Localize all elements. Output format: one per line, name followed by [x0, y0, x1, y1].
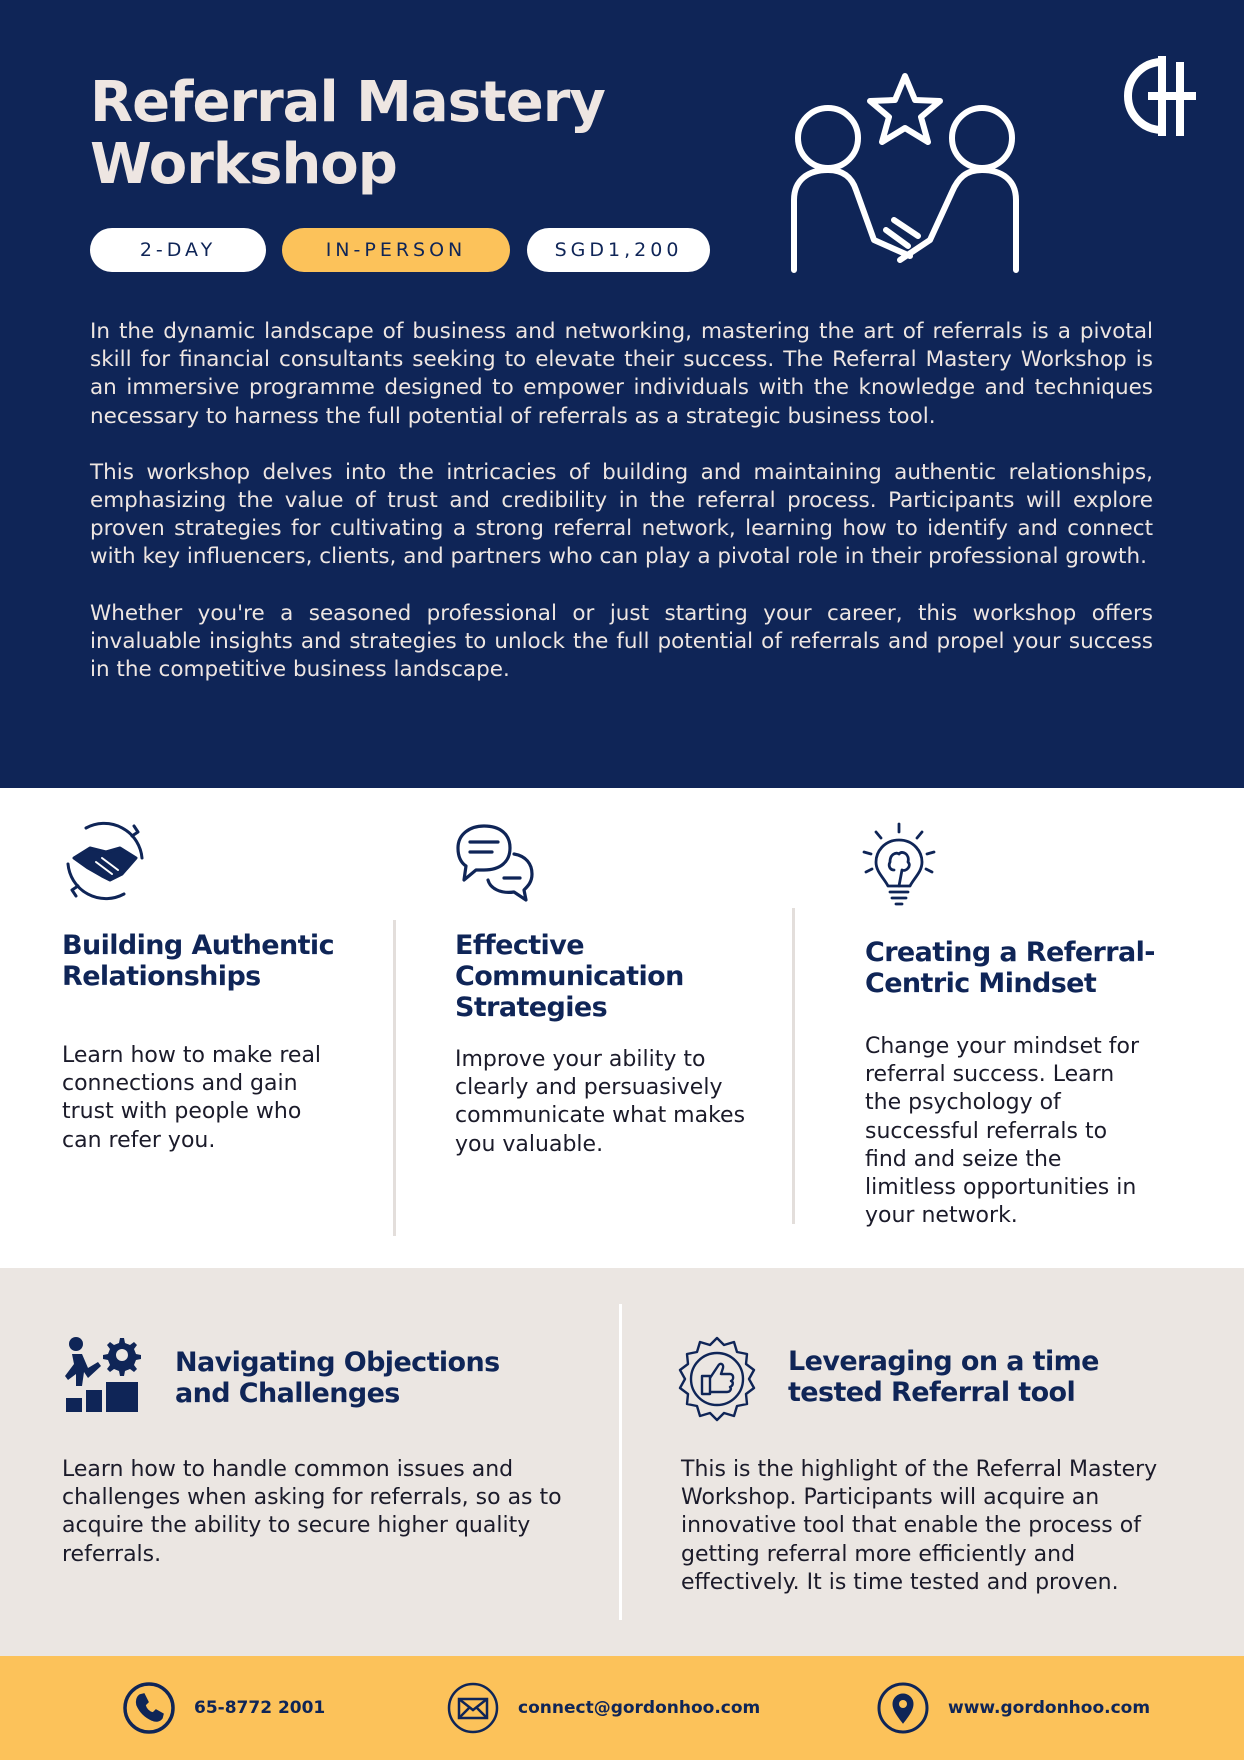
page-title: Referral Mastery Workshop [90, 70, 605, 197]
climbing-gear-icon [62, 1334, 142, 1414]
feature-text: This is the highlight of the Referral Mastery Workshop. Participants will acquire an innovative tool that enable the process of getting referral more efficiently and effectively. It is time tested and proven. [681, 1457, 1158, 1595]
feature-title: Navigating Objections and Challenges [175, 1347, 500, 1409]
phone-icon [122, 1681, 176, 1735]
website-url: www.gordonhoo.com [948, 1698, 1151, 1718]
feature-text: Learn how to handle common issues and challenges when asking for referrals, so as to acquire the ability to secure higher quality referrals. [62, 1457, 562, 1567]
feature-title: Effective Communication Strategies [455, 930, 684, 1023]
divider [393, 920, 396, 1236]
handshake-star-icon [790, 70, 1020, 275]
intro-text [90, 318, 1153, 712]
feature-title: Leveraging on a time tested Referral tool [788, 1346, 1099, 1408]
contact-phone[interactable] [122, 1680, 325, 1736]
feature-title: Creating a Referral-Centric Mindset [865, 937, 1155, 999]
price-badge: SGD1,200 [527, 228, 710, 272]
chat-bubbles-icon [452, 820, 538, 906]
lightbulb-brain-icon [856, 822, 942, 908]
divider [619, 1304, 622, 1620]
intro-paragraph: In the dynamic landscape of business and networking, mastering the art of referrals is a pivotal skill for financial consultants seeking to elevate their success. The Referral Mastery Workshop is an immersive programme designed to empower individuals with the knowledge and techniques necessary to harness the full potential of referrals as a strategic business tool. [90, 319, 1153, 429]
thumbs-up-badge-icon [674, 1336, 760, 1422]
contact-email[interactable] [446, 1680, 760, 1736]
phone-number: 65-8772 2001 [194, 1698, 326, 1718]
contact-website[interactable] [876, 1680, 1150, 1736]
feature-text: Change your mindset for referral success. Learn the psychology of successful referrals to find and seize the limitless opportunities in your network. [865, 1034, 1140, 1229]
intro-paragraph: Whether you're a seasoned professional or just starting your career, this workshop offers invaluable insights and strategies to unlock the full potential of referrals and propel your success in the competitive business landscape. [90, 600, 1153, 683]
mail-icon [446, 1681, 500, 1735]
feature-text: Improve your ability to clearly and persuasively communicate what makes you valuable. [455, 1047, 746, 1157]
divider [792, 908, 795, 1224]
intro-paragraph: This workshop delves into the intricacies of building and maintaining authentic relationships, emphasizing the value of trust and credibility in the referral process. Participants will explore proven strategies for cultivating a strong referral network, learning how to identify and connect with key influencers, clients, and partners who can play a pivotal role in their professional growth. [90, 459, 1153, 570]
duration-badge: 2-DAY [90, 228, 266, 272]
handshake-circle-icon [62, 818, 148, 904]
format-badge: IN-PERSON [282, 228, 510, 272]
email-address: connect@gordonhoo.com [518, 1698, 761, 1718]
gh-logo-icon [1110, 52, 1196, 140]
location-pin-icon [876, 1681, 930, 1735]
feature-text: Learn how to make real connections and gain trust with people who can refer you. [62, 1043, 322, 1153]
feature-title: Building Authentic Relationships [62, 930, 334, 992]
